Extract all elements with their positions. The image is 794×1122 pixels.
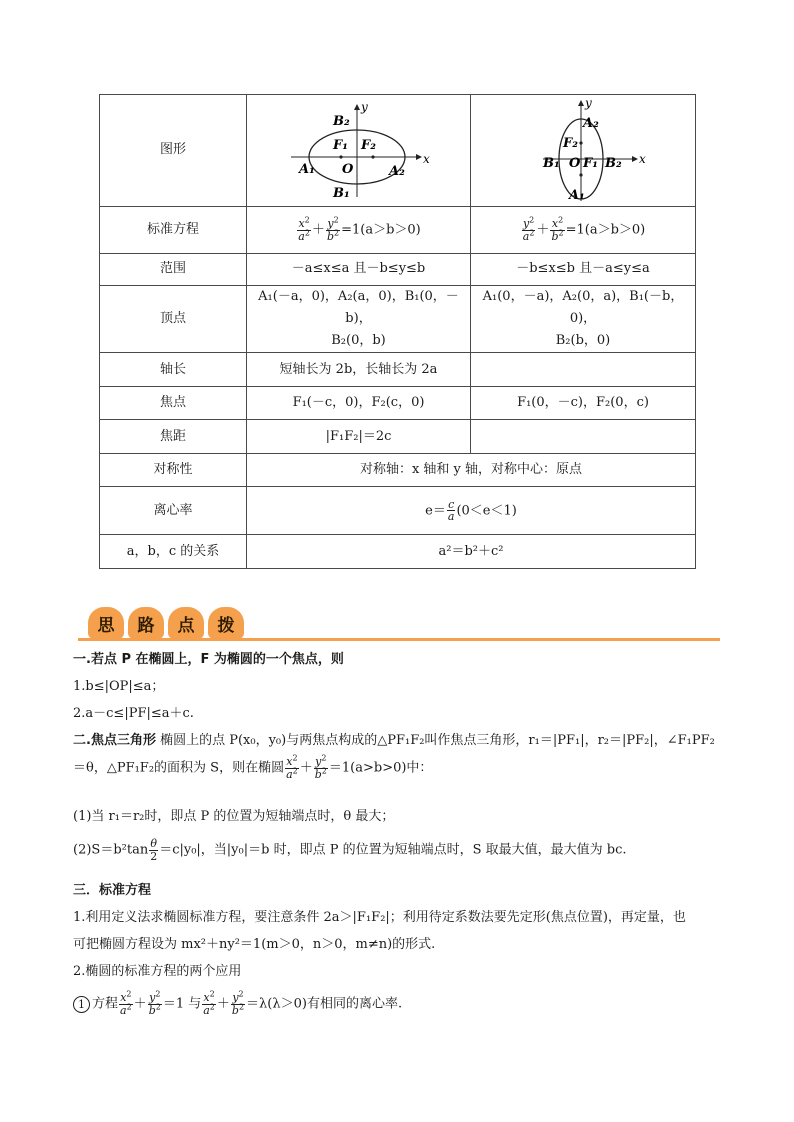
range-horizontal: －a≤x≤a 且－b≤y≤b — [247, 254, 471, 286]
text-inline: (2)S＝b²tan — [73, 842, 149, 858]
row-label-vertices: 顶点 — [100, 286, 247, 353]
label-y: y — [360, 99, 368, 114]
text-line-application: 1 方程 $\frac{x^2}{a^2}$ ＋ $\frac{y^2}{b^2}$ ＝1 与 $\frac{x^2}{a^2}$ ＋ $\frac{y^2}{b^2}$ ＝λ(λ＞0)有相同的离心率. — [73, 992, 402, 1016]
text-line: 1.b≤|OP|≤a； — [73, 679, 165, 694]
row-label-axis-length: 轴长 — [100, 353, 247, 387]
label-f2: F₂ — [563, 135, 578, 151]
table-row-abc-relation — [100, 535, 696, 569]
text-inline: 方程 — [92, 996, 119, 1012]
equation-vertical-tail: =1(a＞b＞0) — [565, 222, 646, 238]
symmetry-value: 对称轴：x 轴和 y 轴，对称中心：原点 — [247, 454, 696, 487]
text-line-area: (2)S＝b²tan $\frac{\theta}{2}$ ＝c|y₀|，当|y₀|＝b 时，即点 P 的位置为短轴端点时，S 取最大值，最大值为 bc. — [73, 837, 627, 863]
label-o: O — [569, 155, 581, 171]
axis-length-horizontal: 短轴长为 2b，长轴长为 2a — [247, 353, 471, 387]
figure-horizontal-ellipse — [247, 95, 471, 207]
equation-horizontal: $\frac{x^2}{a^2}$ ＋ $\frac{y^2}{b^2}$ =1(a＞b＞0) — [247, 207, 471, 254]
heading-1: 一.若点 P 在椭圆上，F 为椭圆的一个焦点，则 — [73, 652, 344, 667]
row-label-figure: 图形 — [100, 95, 247, 207]
table-row-focal-distance — [100, 420, 696, 454]
vertices-horizontal — [247, 286, 471, 353]
table-row-vertices — [100, 286, 696, 353]
row-label-range: 范围 — [100, 254, 247, 286]
text-line: 2.a－c≤|PF|≤a＋c. — [73, 706, 194, 721]
table-row-figure — [100, 95, 696, 207]
label-y: y — [585, 95, 592, 110]
label-x: x — [422, 151, 430, 166]
ellipse-properties-table — [99, 94, 696, 569]
focal-triangle-paragraph — [73, 729, 715, 748]
table-row-axis-length — [100, 353, 696, 387]
label-a2: A₂ — [388, 163, 405, 179]
banner-char: 路 — [128, 607, 164, 639]
label-b1: B₁ — [332, 185, 350, 201]
text-line-ellipse-condition: ＝θ，△PF₁F₂的面积为 S，则在椭圆 $\frac{x^2}{a^2}$ ＋ $\frac{y^2}{b^2}$ ＝1(a>b>0)中： — [73, 753, 433, 781]
table-row-range — [100, 254, 696, 286]
text-line: 可把椭圆方程设为 mx²＋ny²＝1(m＞0，n＞0，m≠n)的形式. — [73, 937, 436, 952]
label-f1: F₁ — [583, 155, 598, 171]
label-f2: F₂ — [360, 137, 376, 153]
label-b2: B₂ — [605, 155, 622, 171]
equation-vertical: $\frac{y^2}{a^2}$ ＋ $\frac{x^2}{b^2}$ =1(a＞b＞0) — [471, 207, 696, 254]
banner-char: 拨 — [208, 607, 244, 639]
banner-underline — [78, 638, 720, 641]
label-b2: B₂ — [332, 113, 350, 129]
text-inline: 椭圆上的点 P(x₀，y₀)与两焦点构成的△PF₁F₂叫作焦点三角形，r₁＝|PF₁|，r₂＝|PF₂|，∠F₁PF₂ — [160, 733, 715, 748]
row-label-foci: 焦点 — [100, 387, 247, 420]
text-inline: ＝1(a>b>0)中： — [328, 760, 433, 776]
label-o: O — [341, 161, 353, 177]
label-a2: A₂ — [583, 115, 599, 131]
vertical-ellipse-diagram — [513, 95, 653, 203]
foci-horizontal: F₁(－c，0)，F₂(c，0) — [247, 387, 471, 420]
table-row-foci — [100, 387, 696, 420]
row-label-equation: 标准方程 — [100, 207, 247, 254]
foci-vertical: F₁(0，－c)，F₂(0，c) — [471, 387, 696, 420]
text-inline: ＝c|y₀|，当|y₀|＝b 时，即点 P 的位置为短轴端点时，S 取最大值，最大值为 bc. — [159, 842, 627, 858]
label-x: x — [639, 151, 646, 166]
text-inline: ＝θ，△PF₁F₂的面积为 S，则在椭圆 — [73, 760, 285, 776]
table-row-eccentricity — [100, 487, 696, 535]
row-label-focal-distance: 焦距 — [100, 420, 247, 454]
text-line: 2.椭圆的标准方程的两个应用 — [73, 964, 242, 979]
label-b1: B₁ — [543, 155, 560, 171]
text-inline: ＝λ(λ＞0)有相同的离心率. — [246, 996, 403, 1012]
banner-char: 思 — [88, 607, 124, 639]
vertices-horizontal-line2: B₂(0，b) — [331, 333, 386, 349]
label-a1: A₁ — [569, 187, 585, 203]
vertices-horizontal-line1: A₁(－a，0)，A₂(a，0)，B₁(0，－b)， — [258, 289, 459, 327]
text-line: 1.利用定义法求椭圆标准方程，要注意条件 2a＞|F₁F₂|；利用待定系数法要先定形(焦点位置)，再定量，也 — [73, 910, 686, 925]
abc-relation-value: a²＝b²＋c² — [247, 535, 696, 569]
banner-char: 点 — [168, 607, 204, 639]
label-f1: F₁ — [332, 137, 348, 153]
range-vertical: －b≤x≤b 且－a≤y≤a — [471, 254, 696, 286]
axis-length-vertical — [471, 353, 696, 387]
vertices-vertical-line2: B₂(b，0) — [555, 333, 611, 349]
focal-distance-vertical — [471, 420, 696, 454]
heading-2: 二.焦点三角形 — [73, 733, 156, 748]
equation-horizontal-tail: =1(a＞b＞0) — [341, 222, 421, 238]
eccentricity-suffix: (0＜e＜1) — [456, 503, 517, 519]
label-a1: A₁ — [298, 161, 315, 177]
row-label-abc-relation: a，b，c 的关系 — [100, 535, 247, 569]
section-banner — [78, 605, 720, 641]
eccentricity-prefix: e＝ — [425, 503, 446, 519]
text-inline: ＝1 与 — [162, 996, 202, 1012]
circled-number: 1 — [73, 996, 90, 1013]
table-row-standard-equation — [100, 207, 696, 254]
focal-distance-horizontal: |F₁F₂|＝2c — [247, 420, 471, 454]
text-line: (1)当 r₁＝r₂时，即点 P 的位置为短轴端点时，θ 最大； — [73, 809, 395, 824]
vertices-vertical — [471, 286, 696, 353]
row-label-symmetry: 对称性 — [100, 454, 247, 487]
eccentricity-value: e＝ $\frac{c}{a}$ (0＜e＜1) — [247, 487, 696, 535]
row-label-eccentricity: 离心率 — [100, 487, 247, 535]
table-row-symmetry — [100, 454, 696, 487]
heading-3: 三．标准方程 — [73, 883, 152, 898]
figure-vertical-ellipse — [471, 95, 696, 207]
vertices-vertical-line1: A₁(0，－a)，A₂(0，a)，B₁(－b，0)， — [482, 289, 684, 327]
horizontal-ellipse-diagram — [289, 101, 429, 201]
